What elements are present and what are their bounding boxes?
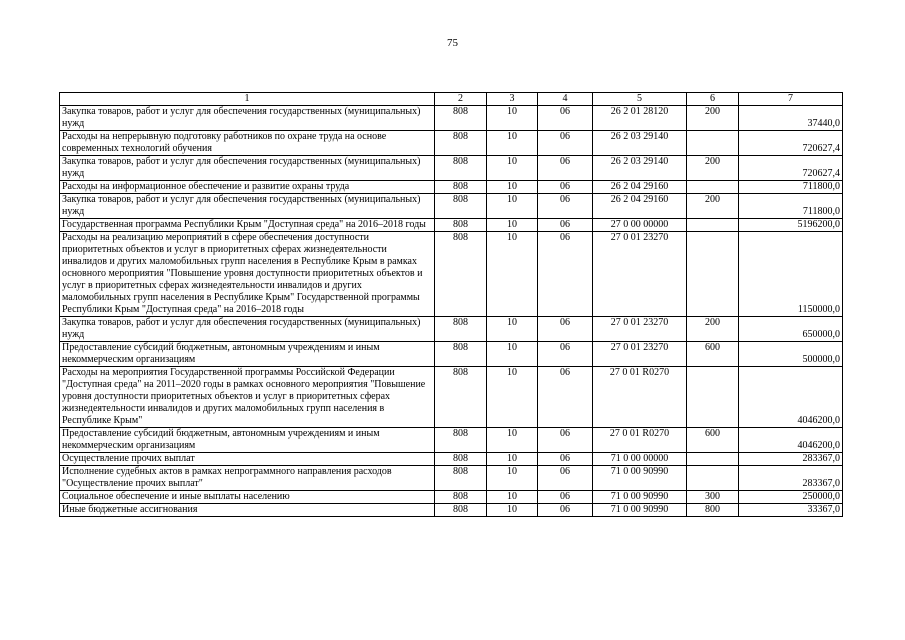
section-code-cell: 10 — [487, 504, 538, 517]
expense-type-cell: 600 — [687, 342, 739, 367]
table-row — [60, 491, 843, 504]
amount-cell: 283367,0 — [739, 466, 843, 491]
expense-name-cell: Расходы на реализацию мероприятий в сфере обеспечения доступности приоритетных объектов и услуг в приоритетных сферах жизнедеятельности инвалидов и других маломобильных групп населения в Республике Крым в рамках основного мероприятия "Повышение уровня доступности приоритетных объектов и услуг в приоритетных сферах жизнедеятельности инвалидов и других маломобильных групп населения в Республике Крым" Государственной программы Республики Крым "Доступная среда" на 2016–2018 годы — [60, 232, 435, 317]
expense-name-cell: Предоставление субсидий бюджетным, автономным учреждениям и иным некоммерческим организациям — [60, 428, 435, 453]
table-row — [60, 181, 843, 194]
section-code-cell: 10 — [487, 131, 538, 156]
subsection-code-cell: 06 — [538, 156, 593, 181]
target-article-cell: 27 0 01 23270 — [593, 317, 687, 342]
expense-type-cell: 200 — [687, 194, 739, 219]
expense-type-cell: 600 — [687, 428, 739, 453]
section-code-cell: 10 — [487, 428, 538, 453]
target-article-cell: 26 2 04 29160 — [593, 181, 687, 194]
subsection-code-cell: 06 — [538, 428, 593, 453]
section-code-cell: 10 — [487, 466, 538, 491]
ministry-code-cell: 808 — [435, 181, 487, 194]
amount-cell: 711800,0 — [739, 181, 843, 194]
expense-type-cell: 200 — [687, 317, 739, 342]
ministry-code-cell: 808 — [435, 106, 487, 131]
expense-name-cell: Расходы на информационное обеспечение и развитие охраны труда — [60, 181, 435, 194]
amount-cell: 5196200,0 — [739, 219, 843, 232]
amount-cell: 711800,0 — [739, 194, 843, 219]
ministry-code-cell: 808 — [435, 342, 487, 367]
section-code-cell: 10 — [487, 232, 538, 317]
header-cell: 6 — [687, 93, 739, 106]
expense-type-cell: 800 — [687, 504, 739, 517]
subsection-code-cell: 06 — [538, 181, 593, 194]
target-article-cell: 71 0 00 90990 — [593, 466, 687, 491]
header-cell: 1 — [60, 93, 435, 106]
amount-cell: 4046200,0 — [739, 367, 843, 428]
target-article-cell: 27 0 01 R0270 — [593, 367, 687, 428]
section-code-cell: 10 — [487, 194, 538, 219]
amount-cell: 1150000,0 — [739, 232, 843, 317]
expense-type-cell: 200 — [687, 156, 739, 181]
ministry-code-cell: 808 — [435, 317, 487, 342]
table-row — [60, 453, 843, 466]
expense-name-cell: Расходы на мероприятия Государственной программы Российской Федерации "Доступная среда" на 2011–2020 годы в рамках основного мероприятия "Повышение уровня доступности приоритетных объектов и услуг в приоритетных сферах жизнедеятельности инвалидов и других маломобильных групп населения в Республике Крым" — [60, 367, 435, 428]
expense-type-cell — [687, 367, 739, 428]
table-row — [60, 428, 843, 453]
page-number: 75 — [447, 37, 458, 49]
subsection-code-cell: 06 — [538, 453, 593, 466]
budget-table — [59, 92, 843, 517]
subsection-code-cell: 06 — [538, 232, 593, 317]
amount-cell: 33367,0 — [739, 504, 843, 517]
target-article-cell: 26 2 03 29140 — [593, 131, 687, 156]
section-code-cell: 10 — [487, 491, 538, 504]
expense-name-cell: Осуществление прочих выплат — [60, 453, 435, 466]
ministry-code-cell: 808 — [435, 156, 487, 181]
table-row — [60, 317, 843, 342]
expense-name-cell: Социальное обеспечение и иные выплаты населению — [60, 491, 435, 504]
target-article-cell: 71 0 00 90990 — [593, 491, 687, 504]
target-article-cell: 27 0 01 23270 — [593, 232, 687, 317]
ministry-code-cell: 808 — [435, 491, 487, 504]
section-code-cell: 10 — [487, 219, 538, 232]
subsection-code-cell: 06 — [538, 466, 593, 491]
amount-cell: 500000,0 — [739, 342, 843, 367]
subsection-code-cell: 06 — [538, 317, 593, 342]
table-row — [60, 232, 843, 317]
expense-type-cell — [687, 232, 739, 317]
target-article-cell: 27 0 01 23270 — [593, 342, 687, 367]
header-cell: 7 — [739, 93, 843, 106]
expense-type-cell — [687, 219, 739, 232]
subsection-code-cell: 06 — [538, 491, 593, 504]
ministry-code-cell: 808 — [435, 466, 487, 491]
expense-type-cell — [687, 131, 739, 156]
table-row — [60, 367, 843, 428]
expense-name-cell: Закупка товаров, работ и услуг для обеспечения государственных (муниципальных) нужд — [60, 317, 435, 342]
table-header-row — [60, 93, 843, 106]
section-code-cell: 10 — [487, 181, 538, 194]
ministry-code-cell: 808 — [435, 428, 487, 453]
ministry-code-cell: 808 — [435, 232, 487, 317]
amount-cell: 720627,4 — [739, 156, 843, 181]
amount-cell: 720627,4 — [739, 131, 843, 156]
target-article-cell: 26 2 04 29160 — [593, 194, 687, 219]
expense-name-cell: Расходы на непрерывную подготовку работников по охране труда на основе современных технологий обучения — [60, 131, 435, 156]
section-code-cell: 10 — [487, 342, 538, 367]
expense-name-cell: Закупка товаров, работ и услуг для обеспечения государственных (муниципальных) нужд — [60, 106, 435, 131]
subsection-code-cell: 06 — [538, 219, 593, 232]
header-cell: 5 — [593, 93, 687, 106]
expense-name-cell: Исполнение судебных актов в рамках непрограммного направления расходов "Осуществление прочих выплат" — [60, 466, 435, 491]
amount-cell: 283367,0 — [739, 453, 843, 466]
ministry-code-cell: 808 — [435, 453, 487, 466]
ministry-code-cell: 808 — [435, 504, 487, 517]
expense-name-cell: Закупка товаров, работ и услуг для обеспечения государственных (муниципальных) нужд — [60, 194, 435, 219]
section-code-cell: 10 — [487, 106, 538, 131]
expense-name-cell: Государственная программа Республики Крым "Доступная среда" на 2016–2018 годы — [60, 219, 435, 232]
table-row — [60, 504, 843, 517]
expense-type-cell: 300 — [687, 491, 739, 504]
expense-name-cell: Предоставление субсидий бюджетным, автономным учреждениям и иным некоммерческим организациям — [60, 342, 435, 367]
table-row — [60, 106, 843, 131]
subsection-code-cell: 06 — [538, 131, 593, 156]
section-code-cell: 10 — [487, 367, 538, 428]
expense-type-cell — [687, 466, 739, 491]
subsection-code-cell: 06 — [538, 106, 593, 131]
header-cell: 2 — [435, 93, 487, 106]
expense-name-cell: Закупка товаров, работ и услуг для обеспечения государственных (муниципальных) нужд — [60, 156, 435, 181]
table-row — [60, 156, 843, 181]
expense-name-cell: Иные бюджетные ассигнования — [60, 504, 435, 517]
amount-cell: 250000,0 — [739, 491, 843, 504]
target-article-cell: 26 2 01 28120 — [593, 106, 687, 131]
subsection-code-cell: 06 — [538, 504, 593, 517]
target-article-cell: 26 2 03 29140 — [593, 156, 687, 181]
target-article-cell: 71 0 00 00000 — [593, 453, 687, 466]
expense-type-cell — [687, 453, 739, 466]
section-code-cell: 10 — [487, 317, 538, 342]
table-row — [60, 219, 843, 232]
header-cell: 3 — [487, 93, 538, 106]
amount-cell: 650000,0 — [739, 317, 843, 342]
header-cell: 4 — [538, 93, 593, 106]
expense-type-cell — [687, 181, 739, 194]
table-row — [60, 194, 843, 219]
section-code-cell: 10 — [487, 156, 538, 181]
target-article-cell: 27 0 00 00000 — [593, 219, 687, 232]
subsection-code-cell: 06 — [538, 194, 593, 219]
target-article-cell: 27 0 01 R0270 — [593, 428, 687, 453]
subsection-code-cell: 06 — [538, 367, 593, 428]
ministry-code-cell: 808 — [435, 219, 487, 232]
ministry-code-cell: 808 — [435, 367, 487, 428]
table-row — [60, 131, 843, 156]
expense-type-cell: 200 — [687, 106, 739, 131]
amount-cell: 4046200,0 — [739, 428, 843, 453]
ministry-code-cell: 808 — [435, 131, 487, 156]
target-article-cell: 71 0 00 90990 — [593, 504, 687, 517]
table-row — [60, 466, 843, 491]
ministry-code-cell: 808 — [435, 194, 487, 219]
amount-cell: 37440,0 — [739, 106, 843, 131]
section-code-cell: 10 — [487, 453, 538, 466]
subsection-code-cell: 06 — [538, 342, 593, 367]
table-row — [60, 342, 843, 367]
